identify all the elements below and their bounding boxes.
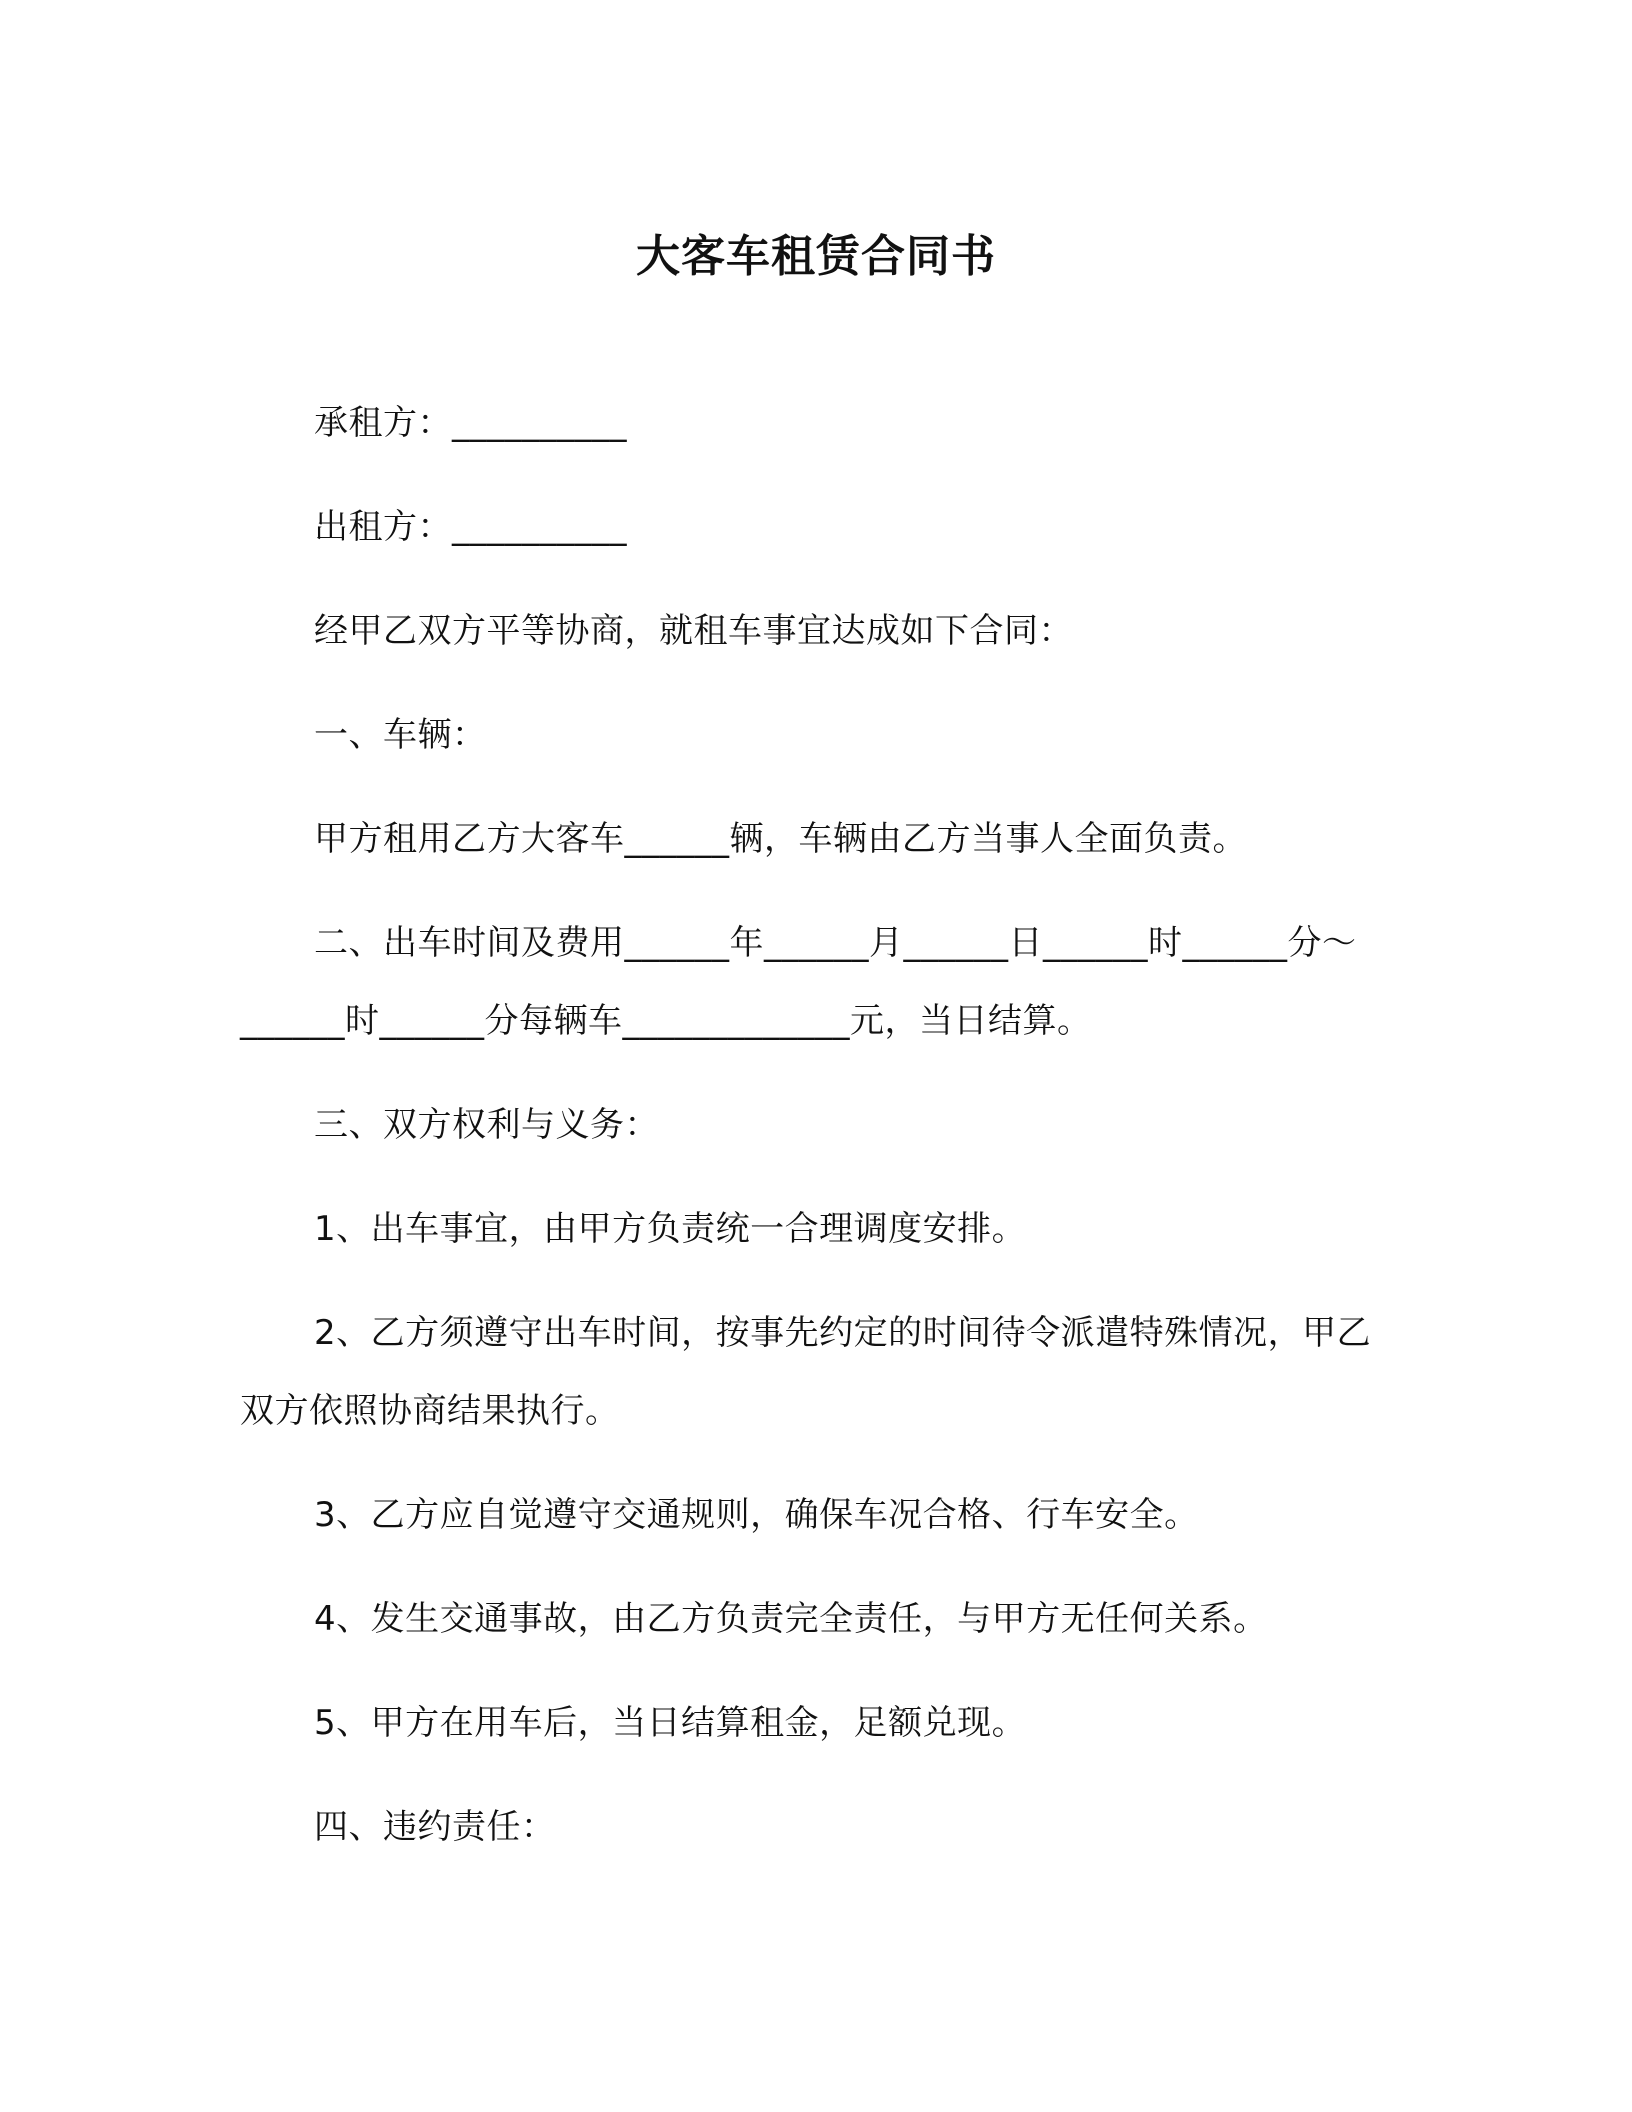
- lessor-line: 出租方：__________: [314, 507, 627, 547]
- lessee-line: 承租方：__________: [314, 403, 627, 443]
- document-title: 大客车租赁合同书: [636, 231, 996, 282]
- section2-text: 二、出车时间及费用______年______月______日______时______分～______时______分每辆车_____________元，当日结算。: [240, 923, 1357, 1041]
- list-item-3: 3、乙方应自觉遵守交通规则，确保车况合格、行车安全。: [314, 1495, 1199, 1535]
- section4-heading: 四、违约责任：: [314, 1807, 556, 1847]
- list-item-1: 1、出车事宜，由甲方负责统一合理调度安排。: [314, 1209, 1027, 1249]
- list-item-5: 5、甲方在用车后，当日结算租金，足额兑现。: [314, 1703, 1027, 1743]
- list-item-4: 4、发生交通事故，由乙方负责完全责任，与甲方无任何关系。: [314, 1599, 1268, 1639]
- list-item-2: 2、乙方须遵守出车时间，按事先约定的时间待令派遣特殊情况，甲乙双方依照协商结果执行。: [240, 1313, 1372, 1431]
- section3-heading: 三、双方权利与义务：: [314, 1105, 659, 1145]
- intro-text: 经甲乙双方平等协商，就租车事宜达成如下合同：: [314, 611, 1073, 651]
- section1-text: 甲方租用乙方大客车______辆，车辆由乙方当事人全面负责。: [314, 819, 1247, 859]
- section1-heading: 一、车辆：: [314, 715, 487, 755]
